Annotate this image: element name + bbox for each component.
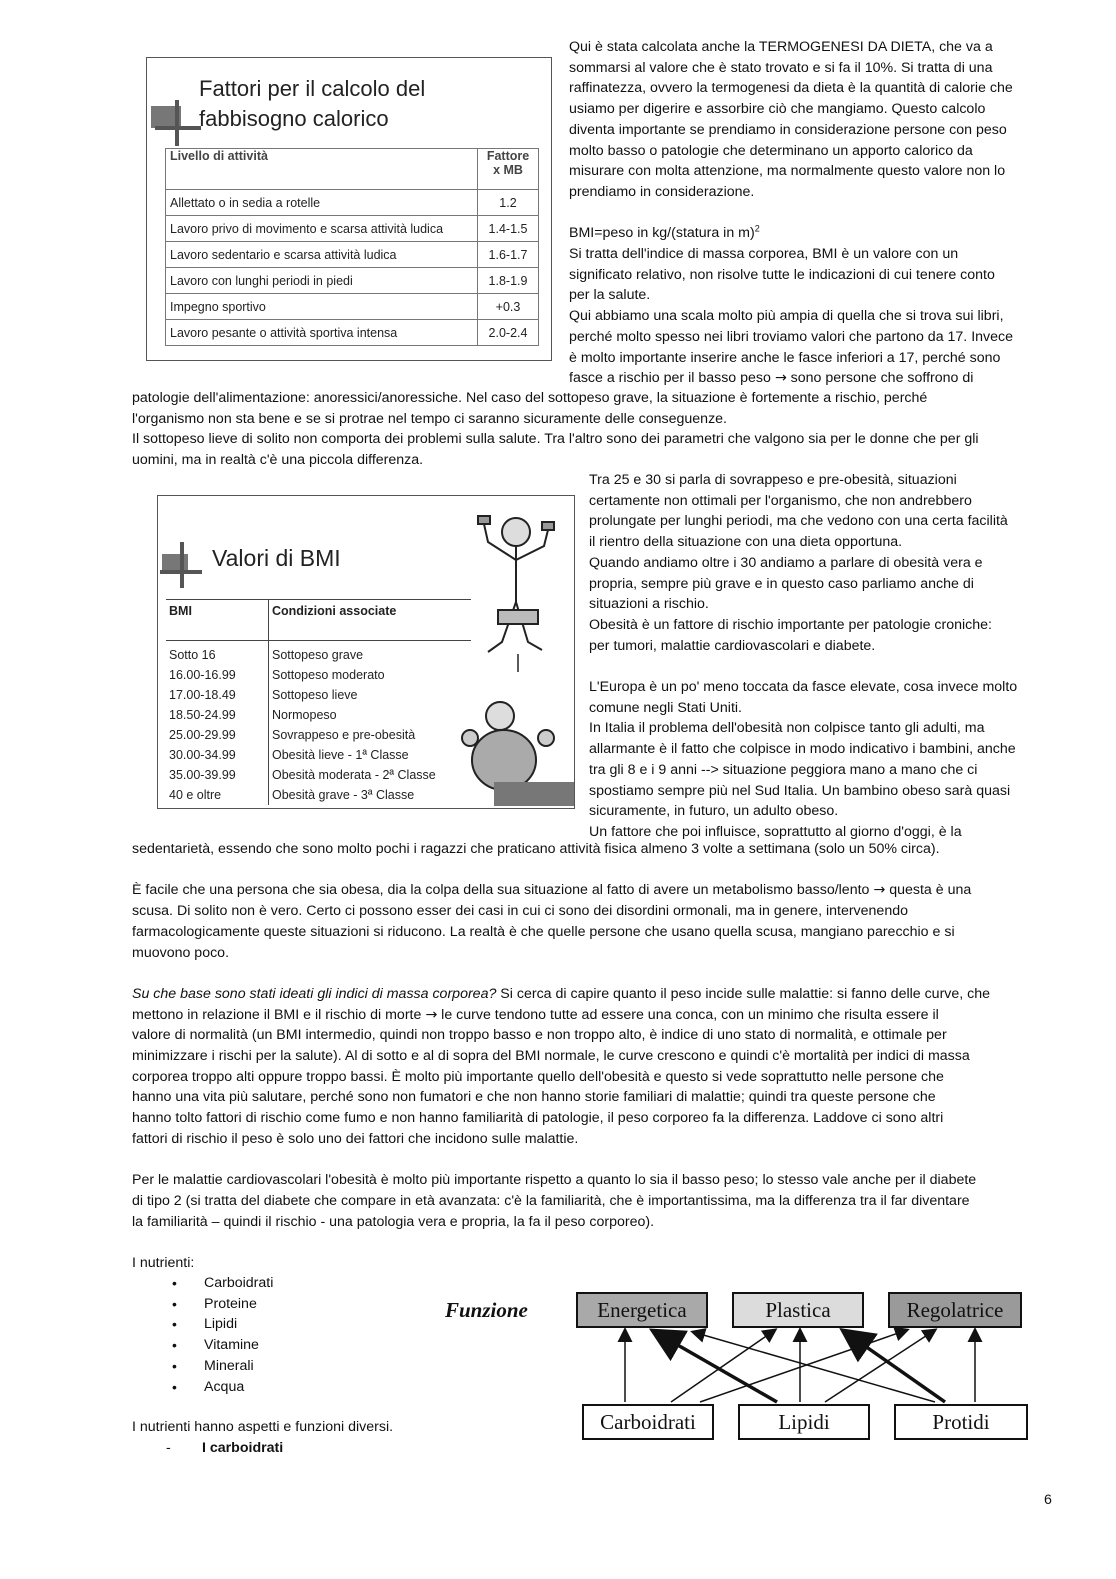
bmi-cell: 30.00-34.99 xyxy=(166,745,269,765)
text-line: Un fattore che poi influisce, soprattutto al giorno d'oggi, è la xyxy=(589,823,962,840)
text-line: farmacologicamente queste situazioni si riducono. La realtà è che quelle persone che usano quella scusa, mangiano parecchio e si xyxy=(132,923,955,940)
condition-cell: Sottopeso grave xyxy=(272,648,364,662)
text-line: sedentarietà, essendo che sono molto pochi i ragazzi che praticano attività fisica almeno 3 volte a settimana (solo un 50% circa). xyxy=(132,841,940,857)
activity-factor-table xyxy=(165,148,539,346)
text-line: sommarsi al valore che è stato trovato e si fa il 10%. Si tratta di una xyxy=(569,59,993,76)
bmi-formula xyxy=(569,223,1069,244)
factor-cell: 2.0-2.4 xyxy=(478,320,539,346)
column-header-bmi: BMI xyxy=(166,600,269,641)
bmi-cell: 35.00-39.99 xyxy=(166,765,269,785)
page-number: 6 xyxy=(1044,1492,1052,1508)
factor-cell: 1.4-1.5 xyxy=(478,216,539,242)
table-row xyxy=(166,765,471,785)
slide-decoration-vertical xyxy=(180,542,184,588)
bmi-cell: 18.50-24.99 xyxy=(166,705,269,725)
slide-fabbisogno-calorico xyxy=(146,57,552,361)
text-line: L'Europa è un po' meno toccata da fasce elevate, cosa invece molto xyxy=(589,679,1018,696)
energetica-box: Energetica xyxy=(576,1292,708,1328)
text-line: minimizzare i rischi per la salute). Al di sotto e al di sopra del BMI normale, le curve crescono e quindi c'è mortalità per indici di massa xyxy=(132,1048,970,1064)
dash-marker: - xyxy=(166,1439,171,1456)
column-header-condizioni: Condizioni associate xyxy=(269,600,472,641)
carboidrati-box: Carboidrati xyxy=(582,1404,714,1440)
condition-cell: Obesità moderata - 2ª Classe xyxy=(272,768,436,782)
list-item: • Proteine xyxy=(168,1294,273,1315)
body-text xyxy=(132,839,1072,1274)
table-row xyxy=(166,190,539,216)
text-line xyxy=(132,1005,1072,1026)
text-line: scusa. Di solito non è vero. Certo ci possono esser dei casi in cui ci sono dei disordini ormonali, ma in genere, intervenendo xyxy=(132,903,908,920)
text-line: usiamo per digerire e assorbire ciò che mangiamo. Questo calcolo xyxy=(569,101,986,118)
text-line: muovono poco. xyxy=(132,944,230,961)
list-item: • Carboidrati xyxy=(168,1273,273,1294)
nutrienti-list xyxy=(168,1273,273,1397)
factor-cell: 1.2 xyxy=(478,190,539,216)
slide-decoration-horizontal xyxy=(155,126,201,130)
column-header-activity: Livello di attività xyxy=(166,149,478,190)
text-line: fattori di rischio il peso è solo uno dei fattori che incidono sulle malattie. xyxy=(132,1130,579,1147)
text-line: prolungate per lunghi periodi, ma che vedono con una certa facilità xyxy=(589,513,1008,530)
list-item: • Vitamine xyxy=(168,1335,273,1356)
text-line xyxy=(132,984,1072,1005)
text-line: molto basso o patologie che determinano un apporto calorico da xyxy=(569,142,973,159)
text-line: tra gli 8 e i 9 anni --> situazione peggiora mano a mano che ci xyxy=(589,761,978,778)
text-line: hanno una vita più salutare, perché sono non fumatori e che non hanno storie familiari di malattie; quindi tra queste persone che xyxy=(132,1089,936,1106)
list-item: • Lipidi xyxy=(168,1314,273,1335)
text-line: perché molto spesso nei libri troviamo valori che partono da 17. Invece xyxy=(569,328,1013,345)
plastica-box: Plastica xyxy=(732,1292,864,1328)
regolatrice-box: Regolatrice xyxy=(888,1292,1022,1328)
condition-cell: Obesità lieve - 1ª Classe xyxy=(272,748,409,762)
text-line: patologie dell'alimentazione: anoressici/anoressiche. Nel caso del sottopeso grave, la situazione è fortemente a rischio, perché xyxy=(132,390,928,406)
text-fragment: mettono in relazione il BMI e il rischio di morte xyxy=(132,1006,426,1023)
bmi-cell: Sotto 16 xyxy=(166,641,269,666)
cartoon-figures xyxy=(458,502,574,806)
slide-decoration-horizontal xyxy=(160,570,202,574)
text-fragment: questa è una xyxy=(885,882,972,899)
bmi-formula-text: BMI=peso in kg/(statura in m) xyxy=(569,225,755,242)
arrow-lipidi-energetica xyxy=(655,1332,777,1402)
text-line: Per le malattie cardiovascolari l'obesità è molto più importante rispetto a quanto lo sia il basso peso; lo stesso vale anche per il diabete xyxy=(132,1172,977,1189)
text-fragment: Si cerca di capire quanto il peso incide sulle malattie: si fanno delle curve, che xyxy=(496,985,991,1002)
bmi-cell: 40 e oltre xyxy=(166,785,269,805)
fat-man-illustration xyxy=(462,702,574,806)
text-line: spostiamo sempre più nel Sud Italia. Un bambino obeso sarà quasi xyxy=(589,782,1011,799)
slide-decoration-vertical xyxy=(175,100,179,146)
table-row xyxy=(166,705,471,725)
text-line: Si tratta dell'indice di massa corporea, BMI è un valore con un xyxy=(569,246,959,263)
table-row xyxy=(166,785,471,805)
condition-cell: Sovrappeso e pre-obesità xyxy=(272,728,416,742)
factor-cell: 1.8-1.9 xyxy=(478,268,539,294)
text-line: Tra 25 e 30 si parla di sovrappeso e pre-obesità, situazioni xyxy=(589,472,957,488)
table-row xyxy=(166,725,471,745)
funzione-diagram xyxy=(445,1288,1045,1448)
text-line: Qui abbiamo una scala molto più ampia di quella che si trova sui libri, xyxy=(569,308,1004,325)
table-row xyxy=(166,320,539,346)
text-line: il rientro della situazione con una dieta opportuna. xyxy=(589,534,903,551)
table-header-row xyxy=(166,149,539,190)
activity-cell: Lavoro privo di movimento e scarsa attività ludica xyxy=(166,216,478,242)
right-arrow-icon: → xyxy=(873,882,886,899)
text-line: Il sottopeso lieve di solito non comporta dei problemi sulla salute. Tra l'altro sono dei parametri che valgono sia per le donne che per gli xyxy=(132,431,979,448)
text-line: raffinatezza, ovvero la termogenesi da dieta è la quantità di calorie che xyxy=(569,80,1013,97)
text-line: propria, sempre più grave e in questo caso parliamo anche di xyxy=(589,575,974,592)
text-line: situazioni a rischio. xyxy=(589,596,709,613)
column-header-factor xyxy=(478,149,539,190)
condition-cell: Normopeso xyxy=(272,708,337,722)
text-line: uomini, ma in realtà c'è una piccola differenza. xyxy=(132,452,424,469)
table-row xyxy=(166,665,471,685)
diagram-arrows xyxy=(445,1288,1045,1448)
text-line: per la salute. xyxy=(569,287,651,304)
activity-cell: Allettato o in sedia a rotelle xyxy=(166,190,478,216)
factor-cell: +0.3 xyxy=(478,294,539,320)
slide-title: Valori di BMI xyxy=(212,545,341,571)
text-line: sicuramente, in futuro, un adulto obeso. xyxy=(589,803,839,820)
text-fragment: le curve tendono tutte ad essere una conca, con un minimo che risulta essere il xyxy=(437,1006,939,1023)
condition-cell: Sottopeso moderato xyxy=(272,668,385,682)
text-fragment: fasce a rischio per il basso peso xyxy=(569,370,775,387)
lipidi-box: Lipidi xyxy=(738,1404,870,1440)
factor-cell: 1.6-1.7 xyxy=(478,242,539,268)
carboidrati-label: I carboidrati xyxy=(202,1439,284,1456)
text-line: è molto importante inserire anche le fasce inferiori a 17, perché sono xyxy=(569,349,1001,366)
text-line: diventa importante se prendiamo in considerazione persone con peso xyxy=(569,121,1007,138)
right-arrow-icon: → xyxy=(425,1006,438,1023)
table-row xyxy=(166,745,471,765)
table-row xyxy=(166,641,471,666)
text-line: di tipo 2 (si tratta del diabete che compare in età avanzata: c'è la familiarità, che è importantissima, ma la differenza tra il far diventare xyxy=(132,1192,970,1209)
protidi-box: Protidi xyxy=(894,1404,1028,1440)
table-row xyxy=(166,216,539,242)
text-line: corporea troppo alti oppure troppo bassi. È molto più importante quello dell'obesità e questo si vede soprattutto nelle persone che xyxy=(132,1068,944,1085)
text-line xyxy=(132,880,1072,901)
table-header-row xyxy=(166,600,471,641)
obesita-paragraph xyxy=(589,470,1069,843)
text-line: significato relativo, non risolve tutte le indicazioni di cui tenere conto xyxy=(569,266,995,283)
slide-title-line1: Fattori per il calcolo del xyxy=(199,76,426,101)
bmi-cell: 17.00-18.49 xyxy=(166,685,269,705)
text-line: l'organismo non sta bene e se si protrae nel tempo ci saranno sicuramente delle conseguenze. xyxy=(132,410,727,427)
text-line: hanno tolto fattori di rischio come fumo e non hanno familiarità di patologie, il peso corporeo fa la differenza. Laddove ci sono altri xyxy=(132,1110,944,1127)
condition-cell: Sottopeso lieve xyxy=(272,688,358,702)
table-row xyxy=(166,242,539,268)
text-line: Obesità è un fattore di rischio importante per patologie croniche: xyxy=(589,616,992,633)
thin-man-illustration xyxy=(478,516,554,652)
funzione-label: Funzione xyxy=(445,1298,528,1322)
activity-cell: Lavoro sedentario e scarsa attività ludica xyxy=(166,242,478,268)
text-line: valore di normalità (un BMI intermedio, quindi non troppo basso e non troppo alto, è indice di uno stato di normalità, e ottimale per xyxy=(132,1027,947,1044)
arrow-carboidrati-regolatrice xyxy=(700,1330,907,1402)
termogenesi-paragraph xyxy=(569,37,1069,389)
slide-title-line2: fabbisogno calorico xyxy=(199,106,389,131)
right-arrow-icon: → xyxy=(774,370,787,387)
slide-valori-bmi xyxy=(157,495,575,809)
text-line: In Italia il problema dell'obesità non colpisce tanto gli adulti, ma xyxy=(589,720,985,737)
text-line: misurare con molta attenzione, ma normalmente questo valore non lo xyxy=(569,163,1006,180)
column-header-factor-line1: Fattore xyxy=(486,149,530,163)
text-line: Qui è stata calcolata anche la TERMOGENESI DA DIETA, che va a xyxy=(569,39,993,55)
bmi-table xyxy=(166,599,471,805)
arrow-lipidi-regolatrice xyxy=(825,1330,935,1402)
text-fragment: sono persone che soffrono di xyxy=(786,370,974,387)
text-line: certamente non ottimali per l'organismo, che non andrebbero xyxy=(589,492,972,509)
list-item: • Acqua xyxy=(168,1377,273,1398)
text-line: comune negli Stati Uniti. xyxy=(589,699,742,716)
condition-cell: Obesità grave - 3ª Classe xyxy=(272,788,415,802)
column-header-factor-line2: x MB xyxy=(493,163,523,177)
list-item: • Minerali xyxy=(168,1356,273,1377)
nutrienti-title: I nutrienti: xyxy=(132,1255,195,1271)
text-line: per tumori, malattie cardiovascolari e diabete. xyxy=(589,637,876,654)
table-row xyxy=(166,685,471,705)
arrow-protidi-plastica xyxy=(845,1332,945,1402)
activity-cell: Impegno sportivo xyxy=(166,294,478,320)
activity-cell: Lavoro pesante o attività sportiva intensa xyxy=(166,320,478,346)
bmi-cell: 16.00-16.99 xyxy=(166,665,269,685)
table-row xyxy=(166,268,539,294)
bmi-formula-exponent: 2 xyxy=(754,223,760,234)
bmi-cell: 25.00-29.99 xyxy=(166,725,269,745)
text-line: allarmante è il fatto che colpisce in modo indicativo i bambini, anche xyxy=(589,741,1016,758)
activity-cell: Lavoro con lunghi periodi in piedi xyxy=(166,268,478,294)
text-line: prendiamo in considerazione. xyxy=(569,183,755,200)
text-line xyxy=(569,368,1069,389)
text-line: Quando andiamo oltre i 30 andiamo a parlare di obesità vera e xyxy=(589,554,983,571)
text-line: I nutrienti hanno aspetti e funzioni diversi. xyxy=(132,1419,394,1435)
text-line: la familiarità – quindi il rischio - una patologia vera e propria, la fa il peso corporeo). xyxy=(132,1213,655,1230)
italic-question: Su che base sono stati ideati gli indici di massa corporea? xyxy=(132,985,497,1002)
text-fragment: È facile che una persona che sia obesa, dia la colpa della sua situazione al fatto di avere un metabolismo basso/lento xyxy=(132,882,874,899)
table-row xyxy=(166,294,539,320)
sottopeso-paragraph xyxy=(132,388,1072,471)
